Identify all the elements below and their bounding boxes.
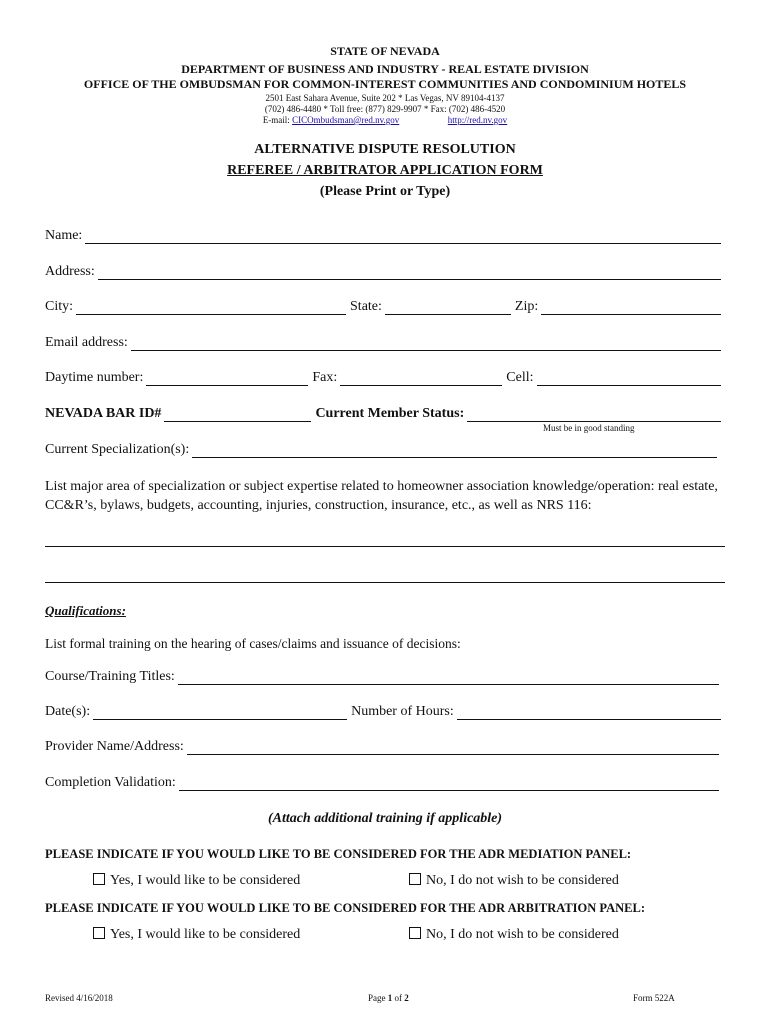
provider-field[interactable] xyxy=(187,742,719,755)
arbitration-no-label: No, I do not wish to be considered xyxy=(426,927,619,942)
bar-id-label: NEVADA BAR ID# xyxy=(45,406,162,421)
provider-row xyxy=(45,739,725,755)
header-address: 2501 East Sahara Avenue, Suite 202 * Las Vegas, NV 89104-4137 xyxy=(265,93,505,103)
dates-label: Date(s): xyxy=(45,704,91,719)
address-row xyxy=(45,264,725,280)
form-title-line1: ALTERNATIVE DISPUTE RESOLUTION xyxy=(254,142,516,157)
major-area-line-1[interactable] xyxy=(45,546,725,547)
arbitration-no-option[interactable] xyxy=(409,927,619,943)
arbitration-question: PLEASE INDICATE IF YOU WOULD LIKE TO BE CONSIDERED FOR THE ADR ARBITRATION PANEL: xyxy=(45,901,645,915)
name-field[interactable] xyxy=(85,231,721,244)
course-label: Course/Training Titles: xyxy=(45,669,175,684)
cell-label: Cell: xyxy=(506,370,534,385)
dates-field[interactable] xyxy=(93,707,347,720)
city-state-zip-row xyxy=(45,299,725,315)
mediation-yes-label: Yes, I would like to be considered xyxy=(110,873,301,888)
mediation-yes-option[interactable] xyxy=(93,873,300,889)
fax-field[interactable] xyxy=(340,373,502,386)
form-number: Form 522A xyxy=(633,993,675,1003)
city-label: City: xyxy=(45,299,74,314)
mediation-no-option[interactable] xyxy=(409,873,619,889)
email-link[interactable]: CICOmbudsman@red.nv.gov xyxy=(292,115,400,125)
page-prefix: Page xyxy=(368,993,386,1003)
zip-label: Zip: xyxy=(514,299,539,314)
daytime-label: Daytime number: xyxy=(45,370,144,385)
specialization-label: Current Specialization(s): xyxy=(45,442,190,457)
daytime-field[interactable] xyxy=(146,373,308,386)
phone-row xyxy=(45,370,725,386)
specialization-field[interactable] xyxy=(192,445,717,458)
email-address-label: Email address: xyxy=(45,335,128,350)
address-label: Address: xyxy=(45,264,95,279)
member-status-label: Current Member Status: xyxy=(315,406,465,421)
completion-row xyxy=(45,775,725,791)
page-of: of xyxy=(394,993,402,1003)
email-field[interactable] xyxy=(131,338,721,351)
header-phones: (702) 486-4480 * Toll free: (877) 829-9907 * Fax: (702) 486-4520 xyxy=(264,104,506,114)
provider-label: Provider Name/Address: xyxy=(45,739,184,754)
hours-field[interactable] xyxy=(457,707,721,720)
zip-field[interactable] xyxy=(541,302,721,315)
form-title-line2: REFEREE / ARBITRATOR APPLICATION FORM xyxy=(227,163,543,178)
mediation-yes-checkbox[interactable] xyxy=(93,873,105,885)
bar-row xyxy=(45,406,725,422)
major-area-line-2[interactable] xyxy=(45,582,725,583)
mediation-question: PLEASE INDICATE IF YOU WOULD LIKE TO BE CONSIDERED FOR THE ADR MEDIATION PANEL: xyxy=(45,847,632,861)
attach-note: (Attach additional training if applicable) xyxy=(267,811,503,826)
qualifications-heading: Qualifications: xyxy=(45,603,126,618)
course-field[interactable] xyxy=(178,672,719,685)
dates-row xyxy=(45,704,725,720)
arbitration-yes-option[interactable] xyxy=(93,927,300,943)
header-contact xyxy=(0,115,770,125)
email-label: E-mail: xyxy=(262,115,290,125)
revised-date: Revised 4/16/2018 xyxy=(45,993,113,1003)
bar-id-field[interactable] xyxy=(164,409,311,422)
header-office: OFFICE OF THE OMBUDSMAN FOR COMMON-INTEREST COMMUNITIES AND CONDOMINIUM HOTELS xyxy=(83,77,687,91)
fax-label: Fax: xyxy=(312,370,338,385)
state-field[interactable] xyxy=(385,302,511,315)
course-row xyxy=(45,669,725,685)
cell-field[interactable] xyxy=(537,373,722,386)
name-row xyxy=(45,228,725,244)
header-state: STATE OF NEVADA xyxy=(330,44,440,58)
page-total: 2 xyxy=(404,993,409,1003)
completion-label: Completion Validation: xyxy=(45,775,176,790)
form-title-line3: (Please Print or Type) xyxy=(319,184,451,199)
website-link[interactable]: http://red.nv.gov xyxy=(447,115,508,125)
major-area-instructions: List major area of specialization or subject expertise related to homeowner association knowledge/operation: real estate, CC&R’s, bylaws, budgets, accounting, injuries, construction, insurance, etc., as well as NRS 116: xyxy=(45,479,718,513)
arbitration-yes-checkbox[interactable] xyxy=(93,927,105,939)
member-status-field[interactable] xyxy=(467,409,721,422)
mediation-no-checkbox[interactable] xyxy=(409,873,421,885)
state-label: State: xyxy=(350,299,382,314)
header-department: DEPARTMENT OF BUSINESS AND INDUSTRY - REAL ESTATE DIVISION xyxy=(181,62,589,76)
specialization-row xyxy=(45,442,725,458)
page-current: 1 xyxy=(387,993,393,1003)
address-field[interactable] xyxy=(98,267,721,280)
qualifications-intro: List formal training on the hearing of cases/claims and issuance of decisions: xyxy=(45,636,461,651)
name-label: Name: xyxy=(45,228,83,243)
page-number xyxy=(368,993,409,1003)
hours-label: Number of Hours: xyxy=(351,704,454,719)
arbitration-yes-label: Yes, I would like to be considered xyxy=(110,927,301,942)
city-field[interactable] xyxy=(76,302,346,315)
mediation-no-label: No, I do not wish to be considered xyxy=(426,873,619,888)
arbitration-no-checkbox[interactable] xyxy=(409,927,421,939)
good-standing-note: Must be in good standing xyxy=(543,423,635,433)
email-row xyxy=(45,335,725,351)
completion-field[interactable] xyxy=(179,778,719,791)
